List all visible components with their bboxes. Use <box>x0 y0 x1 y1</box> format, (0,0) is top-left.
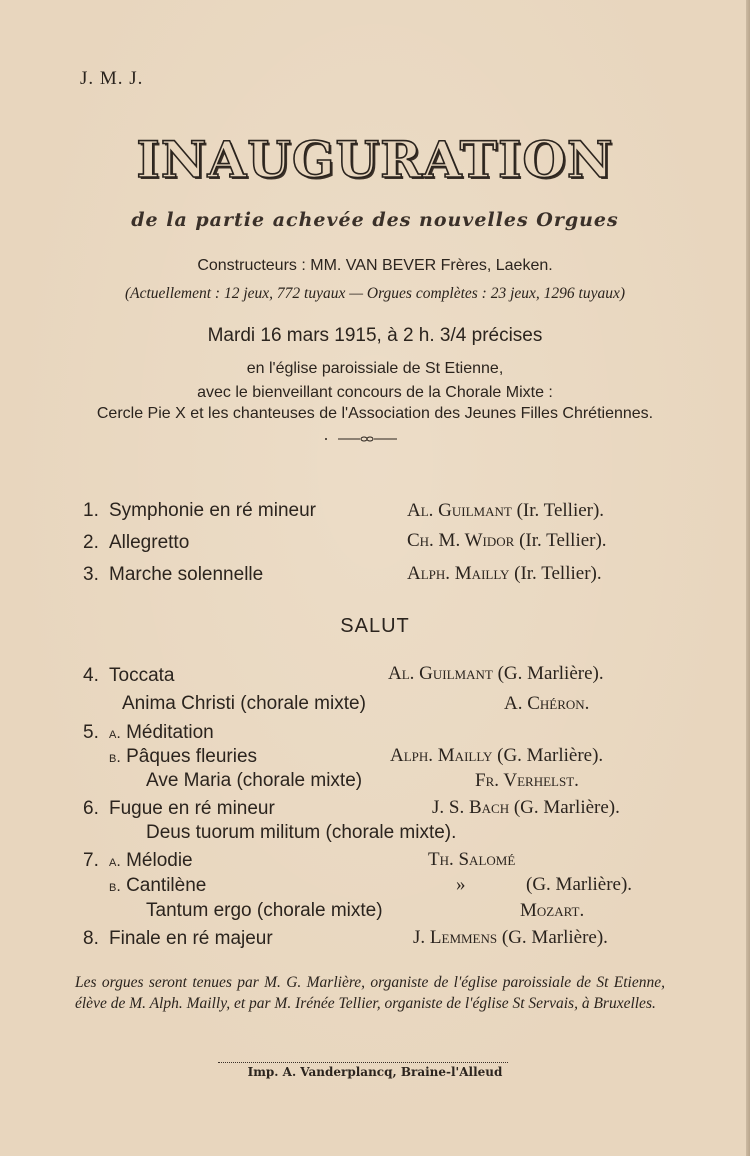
page-title: INAUGURATION <box>136 130 614 189</box>
item-composer: Alph. Mailly (Ir. Tellier). <box>407 563 602 584</box>
item-composer: Ch. M. Widor (Ir. Tellier). <box>407 530 607 551</box>
item-subtitle: Anima Christi (chorale mixte) <box>122 693 366 714</box>
ornament-divider <box>322 432 402 446</box>
item-performer: (G. Marlière). <box>526 874 633 895</box>
item-number: 7. <box>83 850 99 871</box>
item-number: 6. <box>83 798 99 819</box>
date-line: Mardi 16 mars 1915, à 2 h. 3/4 précises <box>207 325 543 346</box>
item-title: Allegretto <box>109 532 190 553</box>
item-title: Symphonie en ré mineur <box>109 500 316 521</box>
item-number: 2. <box>83 532 99 553</box>
item-title: b. Cantilène <box>109 875 207 896</box>
printer-credit: Imp. A. Vanderplancq, Braine-l'Alleud <box>247 1065 503 1079</box>
item-choral-composer: A. Chéron. <box>504 693 590 714</box>
church-line: en l'église paroissiale de St Etienne, <box>246 360 504 377</box>
item-choral-composer: Mozart. <box>520 900 585 921</box>
item-title: Marche solennelle <box>109 564 264 585</box>
item-number: 3. <box>83 564 99 585</box>
item-number: 5. <box>83 722 99 743</box>
item-title: Fugue en ré mineur <box>109 798 275 819</box>
constructors-line: Constructeurs : MM. VAN BEVER Frères, Laeken. <box>197 257 553 274</box>
stops-line: (Actuellement : 12 jeux, 772 tuyaux — Orgues complètes : 23 jeux, 1296 tuyaux) <box>124 285 625 302</box>
item-composer: Al. Guilmant (G. Marlière). <box>388 663 604 684</box>
choir-line: avec le bienveillant concours de la Chorale Mixte : <box>197 384 553 401</box>
item-number: 1. <box>83 500 99 521</box>
section-heading: SALUT <box>340 615 410 637</box>
item-composer: Alph. Mailly (G. Marlière). <box>390 745 604 766</box>
page-subtitle: de la partie achevée des nouvelles Orgues <box>131 209 619 231</box>
item-subtitle: Tantum ergo (chorale mixte) <box>146 900 383 921</box>
item-title: Finale en ré majeur <box>109 928 273 949</box>
item-subtitle: Ave Maria (chorale mixte) <box>146 770 363 791</box>
item-title: a. Méditation <box>109 722 214 743</box>
dotted-rule <box>218 1062 508 1063</box>
item-composer: Th. Salomé <box>428 849 516 870</box>
item-title: a. Mélodie <box>109 850 193 871</box>
ditto-mark: » <box>456 874 466 895</box>
header-initials: J. M. J. <box>80 68 144 89</box>
item-title: Toccata <box>109 665 175 686</box>
item-number: 8. <box>83 928 99 949</box>
item-choral-composer: Fr. Verhelst. <box>475 770 579 791</box>
item-number: 4. <box>83 665 99 686</box>
circle-line: Cercle Pie X et les chanteuses de l'Association des Jeunes Filles Chrétiennes. <box>96 405 654 422</box>
item-subtitle: Deus tuorum militum (chorale mixte). <box>146 822 457 843</box>
item-composer: Al. Guilmant (Ir. Tellier). <box>407 500 605 521</box>
item-composer: J. Lemmens (G. Marlière). <box>413 927 608 948</box>
item-title: b. Pâques fleuries <box>109 746 258 767</box>
organists-note: Les orgues seront tenues par M. G. Marlière, organiste de l'église paroissiale de St Etienne, élève de M. Alph. Mailly, et par M. Irénée Tellier, organiste de l'église St Servais, à Bruxelles. <box>75 974 665 1012</box>
item-composer: J. S. Bach (G. Marlière). <box>432 797 620 818</box>
